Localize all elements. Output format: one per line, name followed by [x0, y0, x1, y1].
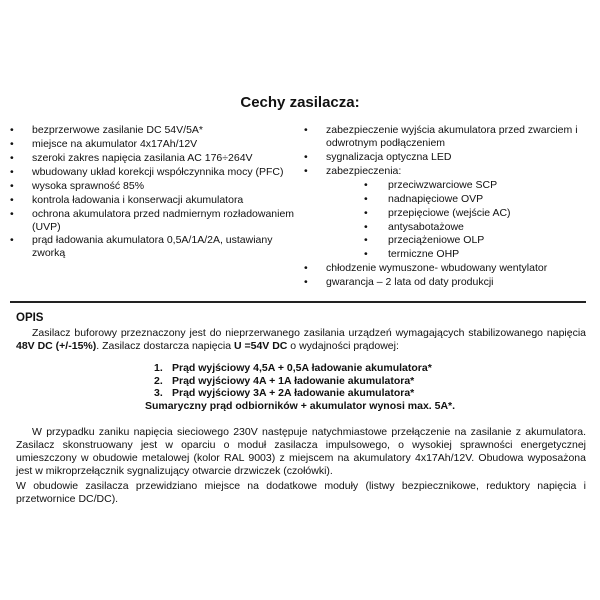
output-current-list [0, 362, 600, 412]
feature-item [10, 138, 300, 151]
protection-text: przepięciowe (wejście AC) [388, 206, 511, 219]
list-item-text: Prąd wyjściowy 3A + 2A ładowanie akumulatora* [172, 387, 415, 400]
section-divider [10, 301, 586, 303]
feature-item [10, 194, 300, 207]
list-number: 3. [154, 387, 163, 400]
list-item [0, 375, 600, 388]
feature-item [304, 276, 594, 289]
bullet-icon: • [10, 193, 14, 206]
list-number: 1. [154, 362, 163, 374]
protection-item [304, 221, 594, 234]
list-item-text: Prąd wyjściowy 4,5A + 0,5A ładowanie akumulatora* [172, 362, 432, 374]
feature-text: prąd ładowania akumulatora 0,5A/1A/2A, ustawiany zworką [32, 234, 273, 260]
protection-item [304, 193, 594, 206]
bullet-icon: • [10, 165, 14, 178]
feature-item [10, 234, 300, 259]
features-left-list [10, 124, 300, 261]
bullet-icon: • [304, 150, 308, 163]
p2-text: W przypadku zaniku napięcia sieciowego 230V następuje natychmiastowe przełączenie na zasilanie z akumulatora. Zasilacz skonstruowany jest w oparciu o moduł zasilacza impulsowego, o wysokiej sprawności energetycznej umieszczony w obudowie metalowej (kolor RAL 9003) z miejscem na akumulatory 4x17Ah/12V. Obudowa wyposażona jest w mikroprzełącznik sygnalizujący otwarcie drzwiczek (czołówki). [16, 426, 586, 477]
p1-voltage-range: 48V DC (+/-15%) [16, 340, 97, 352]
feature-text: wysoka sprawność 85% [32, 179, 145, 192]
features-right-list [304, 124, 594, 290]
feature-item [10, 166, 300, 179]
bullet-icon: • [304, 124, 308, 136]
feature-item [10, 208, 300, 233]
opis-paragraph-3 [16, 480, 586, 506]
p1-text-c: . Zasilacz dostarcza napięcia [96, 340, 234, 352]
page-title: Cechy zasilacza: [240, 94, 360, 111]
feature-text: zabezpieczenie wyjścia akumulatora przed zwarciem i odwrotnym podłączeniem [326, 124, 578, 149]
feature-text: wbudowany układ korekcji współczynnika mocy (PFC) [32, 165, 284, 178]
protection-item [304, 234, 594, 247]
bullet-icon: • [304, 164, 308, 177]
summary-line: Sumaryczny prąd odbiorników + akumulator wynosi max. 5A*. [144, 399, 456, 412]
sub-bullet-icon: • [364, 206, 368, 219]
p1-output-voltage: U =54V DC [233, 340, 288, 352]
bullet-icon: • [10, 151, 14, 164]
protection-item [304, 207, 594, 220]
list-item [0, 387, 600, 400]
feature-text: zabezpieczenia: [326, 164, 402, 177]
bullet-icon: • [10, 234, 14, 247]
feature-item [304, 165, 594, 178]
list-item-text: Prąd wyjściowy 4A + 1A ładowanie akumulatora* [172, 374, 415, 387]
feature-item [10, 180, 300, 193]
protection-text: przeciwzwarciowe SCP [388, 178, 498, 191]
sub-bullet-icon: • [364, 192, 368, 205]
feature-text: miejsce na akumulator 4x17Ah/12V [32, 137, 198, 150]
p1-text-a: Zasilacz buforowy przeznaczony jest do nieprzerwanego zasilania urządzeń wymagających stabilizowanego napięcia [32, 327, 586, 339]
opis-paragraph-1 [16, 327, 586, 353]
opis-heading: OPIS [16, 312, 44, 324]
bullet-icon: • [10, 179, 14, 192]
feature-text: ochrona akumulatora przed nadmiernym rozładowaniem (UVP) [32, 207, 295, 233]
protection-text: termiczne OHP [388, 248, 460, 261]
feature-item [10, 152, 300, 165]
feature-item [304, 262, 594, 275]
feature-item [304, 151, 594, 164]
sub-bullet-icon: • [364, 178, 368, 191]
protection-text: przeciążeniowe OLP [388, 234, 485, 247]
protection-item [304, 248, 594, 261]
opis-paragraph-2 [16, 426, 586, 478]
feature-text: sygnalizacja optyczna LED [326, 150, 452, 163]
feature-text: gwarancja – 2 lata od daty produkcji [326, 276, 494, 289]
sub-bullet-icon: • [364, 234, 368, 247]
bullet-icon: • [304, 276, 308, 289]
p3-text: W obudowie zasilacza przewidziano miejsce na dodatkowe moduły (listwy bezpiecznikowe, reduktory napięcia i przetwornice DC/DC). [16, 480, 586, 505]
feature-item [304, 124, 594, 149]
list-item [0, 362, 600, 375]
feature-item [10, 124, 300, 137]
bullet-icon: • [10, 124, 14, 136]
list-number: 2. [154, 374, 163, 387]
feature-text: bezprzerwowe zasilanie DC 54V/5A* [32, 124, 203, 136]
bullet-icon: • [304, 262, 308, 275]
feature-text: kontrola ładowania i konserwacji akumulatora [32, 193, 244, 206]
bullet-icon: • [10, 207, 14, 220]
protection-text: nadnapięciowe OVP [388, 192, 484, 205]
protection-text: antysabotażowe [388, 220, 464, 233]
feature-text: szeroki zakres napięcia zasilania AC 176÷264V [32, 151, 253, 164]
p1-text-e: o wydajności prądowej: [287, 340, 399, 352]
bullet-icon: • [10, 137, 14, 150]
feature-text: chłodzenie wymuszone- wbudowany wentylator [326, 262, 548, 275]
sub-bullet-icon: • [364, 248, 368, 261]
protection-item [304, 179, 594, 192]
sub-bullet-icon: • [364, 220, 368, 233]
